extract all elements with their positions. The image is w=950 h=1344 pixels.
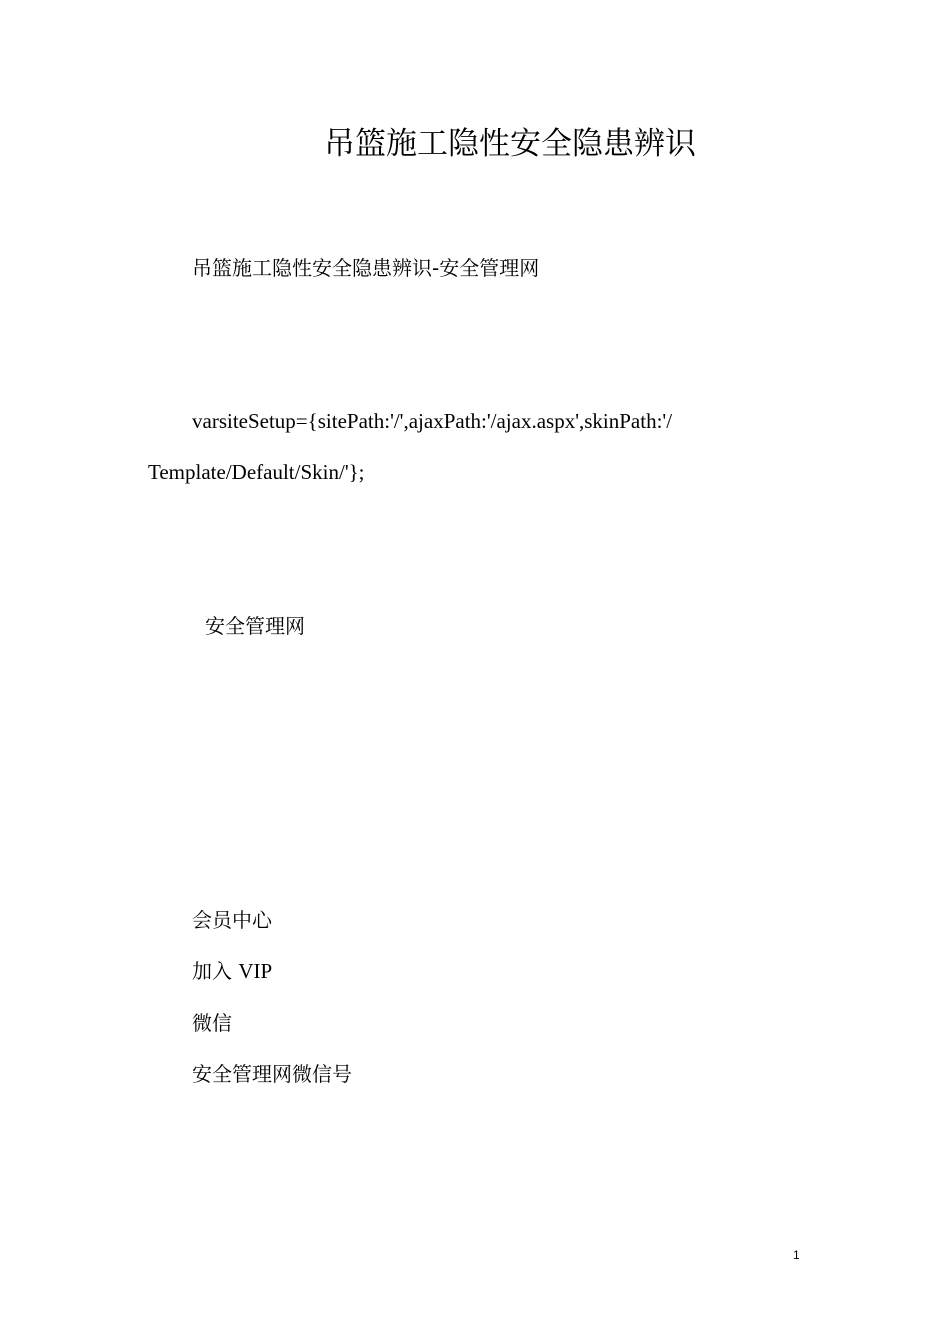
join-vip-prefix: 加入 xyxy=(192,959,232,983)
page-number: 1 xyxy=(793,1248,800,1262)
wechat-account-link[interactable]: 安全管理网微信号 xyxy=(192,1062,352,1086)
code-line-1: varsiteSetup={sitePath:'/',ajaxPath:'/ajax.aspx',skinPath:'/ xyxy=(192,409,673,433)
page-subtitle: 吊篮施工隐性安全隐患辨识-安全管理网 xyxy=(192,256,540,280)
wechat-link[interactable]: 微信 xyxy=(192,1011,232,1035)
code-line-2: Template/Default/Skin/'}; xyxy=(148,460,365,484)
join-vip-label: VIP xyxy=(238,959,273,983)
site-name: 安全管理网 xyxy=(205,614,305,638)
join-vip-link[interactable] xyxy=(192,957,272,985)
document-title: 吊篮施工隐性安全隐患辨识 xyxy=(324,126,696,162)
member-center-link[interactable]: 会员中心 xyxy=(192,908,272,932)
